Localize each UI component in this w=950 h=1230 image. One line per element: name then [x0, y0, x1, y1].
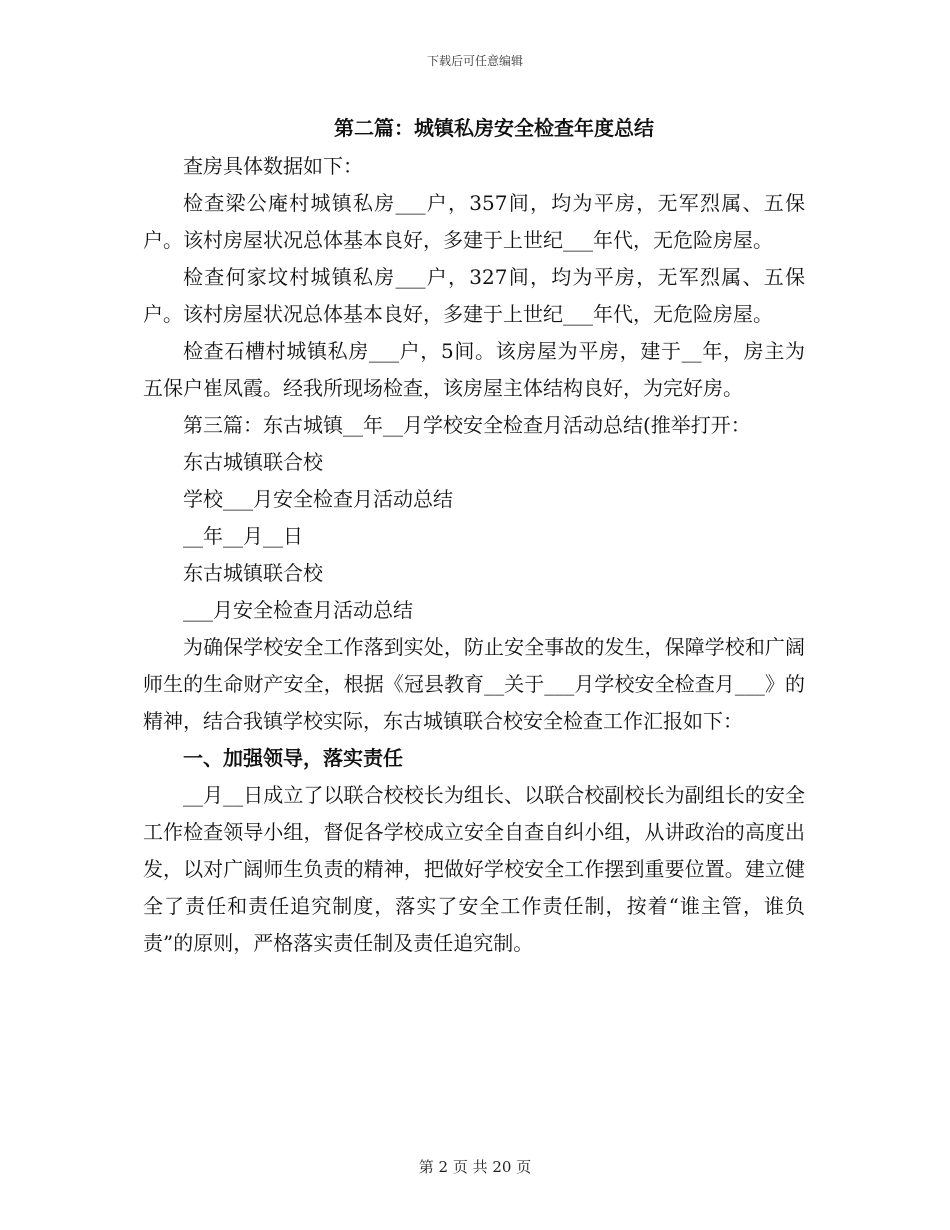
paragraph-purpose: 为确保学校安全工作落到实处，防止安全事故的发生，保障学校和广阔师生的生命财产安全，根据《冠县教育__关于___月学校安全检查月___》的精神，结合我镇学校实际，东古城镇联合校安全检查工作汇报如下： [143, 635, 805, 733]
header-note: 下载后可任意编辑 [426, 54, 523, 68]
date-line: __年__月__日 [183, 524, 303, 548]
paragraph-shicao-village: 检查石槽村城镇私房___户，5间。该房屋为平房，建于__年，房主为五保户崔凤霞。经我所现场检查，该房屋主体结构良好，为完好房。 [143, 339, 805, 400]
report-title-line: 学校___月安全检查月活动总结 [183, 487, 453, 511]
report-subtitle-line: ___月安全检查月活动总结 [183, 598, 413, 622]
document-title: 第二篇：城镇私房安全检查年度总结 [334, 116, 654, 140]
paragraph-he-village: 检查何家坟村城镇私房___户，327间，均为平房，无军烈属、五保户。该村房屋状况总体基本良好，多建于上世纪___年代，无危险房屋。 [143, 265, 805, 326]
page-footer: 第 2 页 共 20 页 [418, 1158, 532, 1176]
school-name-line: 东古城镇联合校 [183, 450, 323, 474]
section-heading-leadership: 一、加强领导，落实责任 [183, 746, 403, 770]
document-body [143, 112, 805, 962]
paragraph-liang-village: 检查梁公庵村城镇私房___户，357间，均为平房，无军烈属、五保户。该村房屋状况总体基本良好，多建于上世纪___年代，无危险房屋。 [143, 191, 805, 252]
school-name-line-2: 东古城镇联合校 [183, 561, 323, 585]
paragraph-leadership: __月__日成立了以联合校校长为组长、以联合校副校长为副组长的安全工作检查领导小组，督促各学校成立安全自查自纠小组，从讲政治的高度出发，以对广阔师生负责的精神，把做好学校安全工作摆到重要位置。建立健全了责任和责任追究制度，落实了安全工作责任制，按着“谁主管，谁负责”的原则，严格落实责任制及责任追究制。 [143, 783, 805, 955]
paragraph-data-intro: 查房具体数据如下： [183, 154, 363, 178]
section-three-heading: 第三篇：东古城镇__年__月学校安全检查月活动总结(推举打开： [183, 413, 751, 437]
